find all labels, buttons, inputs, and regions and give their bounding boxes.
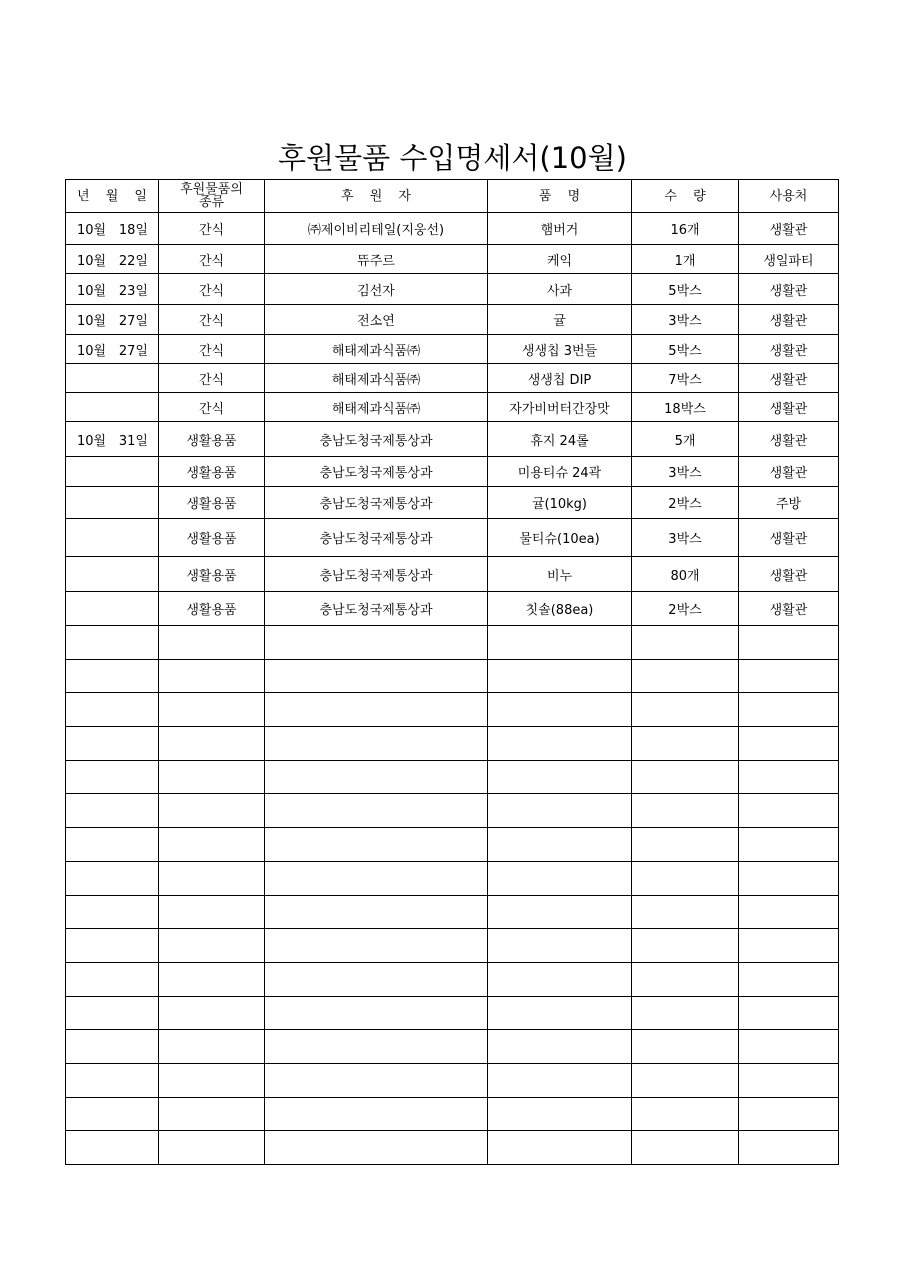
document-title: 후원물품 수입명세서(10월) [278,141,627,175]
cell-type: 간식 [159,274,265,305]
table-row [66,557,839,592]
empty-cell [66,1030,159,1064]
empty-cell [632,727,739,761]
table-row [66,335,839,364]
cell-qty: 2박스 [632,592,739,626]
cell-qty: 80개 [632,557,739,592]
cell-date [66,305,159,335]
empty-cell [488,1131,632,1165]
empty-cell [159,727,265,761]
empty-cell [66,1097,159,1131]
cell-qty: 7박스 [632,364,739,393]
header-qty: 수 량 [632,180,739,213]
empty-cell [739,1030,839,1064]
cell-item: 사과 [488,274,632,305]
empty-cell [488,1030,632,1064]
empty-row [66,1131,839,1165]
empty-cell [66,693,159,727]
empty-cell [488,693,632,727]
table-row [66,487,839,519]
header-type: 후원물품의 종류 [159,180,265,213]
cell-use: 생활관 [739,519,839,557]
cell-item: 물티슈(10ea) [488,519,632,557]
empty-cell [159,760,265,794]
cell-donor: 충남도청국제통상과 [265,557,488,592]
cell-date [66,592,159,626]
empty-row [66,794,839,828]
cell-use: 주방 [739,487,839,519]
table-row [66,422,839,457]
cell-item: 생생칩 DIP [488,364,632,393]
empty-cell [159,996,265,1030]
cell-qty: 5박스 [632,335,739,364]
empty-cell [739,895,839,929]
cell-type: 간식 [159,213,265,245]
table-row [66,213,839,245]
empty-cell [632,1097,739,1131]
empty-cell [159,895,265,929]
cell-day: 27일 [118,343,148,359]
empty-cell [159,659,265,693]
empty-row [66,996,839,1030]
empty-cell [265,895,488,929]
empty-cell [739,861,839,895]
cell-qty: 1개 [632,245,739,274]
empty-cell [66,1131,159,1165]
empty-cell [632,962,739,996]
cell-month: 10월 [77,314,107,329]
cell-day: 23일 [118,283,148,299]
cell-qty: 3박스 [632,457,739,487]
empty-row [66,659,839,693]
empty-cell [66,1063,159,1097]
cell-use: 생활관 [739,213,839,245]
cell-type: 생활용품 [159,519,265,557]
empty-cell [488,1063,632,1097]
cell-donor: 충남도청국제통상과 [265,457,488,487]
empty-cell [265,828,488,862]
empty-row [66,1097,839,1131]
empty-row [66,760,839,794]
empty-cell [632,828,739,862]
empty-cell [488,895,632,929]
cell-use: 생활관 [739,274,839,305]
cell-donor: 김선자 [265,274,488,305]
cell-donor: 해태제과식품㈜ [265,393,488,422]
empty-row [66,962,839,996]
empty-cell [739,1097,839,1131]
table-row [66,519,839,557]
cell-use: 생활관 [739,592,839,626]
cell-item: 생생칩 3번들 [488,335,632,364]
empty-cell [739,760,839,794]
empty-cell [488,962,632,996]
empty-cell [66,659,159,693]
empty-row [66,895,839,929]
empty-cell [739,727,839,761]
empty-row [66,626,839,660]
cell-date [66,393,159,422]
empty-cell [66,962,159,996]
cell-donor: 충남도청국제통상과 [265,422,488,457]
cell-month: 10월 [77,253,107,269]
empty-cell [488,626,632,660]
cell-item: 케익 [488,245,632,274]
cell-date [66,274,159,305]
empty-row [66,1063,839,1097]
cell-donor: 충남도청국제통상과 [265,592,488,626]
cell-qty: 2박스 [632,487,739,519]
empty-cell [632,626,739,660]
cell-item: 비누 [488,557,632,592]
cell-type: 간식 [159,305,265,335]
empty-cell [159,794,265,828]
empty-row [66,861,839,895]
cell-type: 간식 [159,335,265,364]
empty-row [66,929,839,963]
cell-day: 27일 [118,314,148,329]
cell-type: 생활용품 [159,422,265,457]
empty-cell [632,996,739,1030]
empty-cell [159,1097,265,1131]
table-row [66,305,839,335]
cell-donor: ㈜제이비리테일(지웅선) [265,213,488,245]
empty-cell [66,861,159,895]
header-donor: 후 원 자 [265,180,488,213]
table-row [66,364,839,393]
cell-qty: 5박스 [632,274,739,305]
cell-type: 간식 [159,364,265,393]
cell-use: 생활관 [739,335,839,364]
cell-item: 귤(10kg) [488,487,632,519]
cell-type: 생활용품 [159,487,265,519]
cell-item: 자가비버터간장맛 [488,393,632,422]
empty-cell [265,760,488,794]
cell-item: 칫솔(88ea) [488,592,632,626]
cell-date [66,364,159,393]
empty-cell [265,659,488,693]
cell-day: 18일 [118,223,148,238]
cell-donor: 전소연 [265,305,488,335]
cell-qty: 18박스 [632,393,739,422]
cell-date [66,457,159,487]
empty-cell [488,861,632,895]
empty-cell [159,1030,265,1064]
empty-cell [66,996,159,1030]
empty-cell [739,693,839,727]
cell-type: 간식 [159,393,265,422]
cell-month: 10월 [77,283,107,299]
cell-item: 귤 [488,305,632,335]
empty-cell [265,693,488,727]
empty-cell [66,794,159,828]
cell-use: 생활관 [739,557,839,592]
empty-cell [66,626,159,660]
cell-day: 31일 [118,433,148,449]
empty-cell [488,828,632,862]
empty-cell [632,1063,739,1097]
cell-use: 생일파티 [739,245,839,274]
header-use: 사용처 [739,180,839,213]
header-date: 년 월 일 [66,180,159,213]
empty-cell [488,929,632,963]
empty-cell [265,1063,488,1097]
table-row [66,245,839,274]
empty-cell [66,828,159,862]
cell-type: 간식 [159,245,265,274]
cell-item: 미용티슈 24곽 [488,457,632,487]
cell-type: 생활용품 [159,557,265,592]
donation-table [65,179,839,1165]
empty-row [66,828,839,862]
cell-date [66,487,159,519]
empty-cell [739,828,839,862]
table-row [66,274,839,305]
empty-cell [265,996,488,1030]
empty-cell [265,626,488,660]
cell-date [66,422,159,457]
cell-use: 생활관 [739,393,839,422]
empty-cell [632,861,739,895]
cell-donor: 뜌주르 [265,245,488,274]
empty-cell [488,727,632,761]
empty-cell [739,626,839,660]
cell-donor: 해태제과식품㈜ [265,364,488,393]
empty-cell [159,861,265,895]
empty-cell [739,794,839,828]
table-row [66,592,839,626]
empty-cell [632,794,739,828]
empty-cell [265,1030,488,1064]
empty-cell [159,828,265,862]
cell-month: 10월 [77,433,107,449]
cell-month: 10월 [77,223,107,238]
cell-qty: 16개 [632,213,739,245]
cell-use: 생활관 [739,457,839,487]
empty-cell [739,1063,839,1097]
empty-cell [159,929,265,963]
cell-date [66,245,159,274]
empty-cell [66,727,159,761]
empty-cell [159,962,265,996]
empty-cell [488,1097,632,1131]
empty-cell [159,1063,265,1097]
cell-donor: 해태제과식품㈜ [265,335,488,364]
empty-cell [632,895,739,929]
empty-cell [159,1131,265,1165]
table-row [66,457,839,487]
empty-cell [488,659,632,693]
empty-cell [265,962,488,996]
header-row [66,180,839,213]
empty-cell [488,996,632,1030]
cell-day: 22일 [118,253,148,269]
cell-qty: 3박스 [632,519,739,557]
cell-month: 10월 [77,343,107,359]
empty-cell [66,895,159,929]
cell-qty: 3박스 [632,305,739,335]
empty-cell [488,760,632,794]
cell-donor: 충남도청국제통상과 [265,487,488,519]
empty-cell [66,760,159,794]
cell-date [66,519,159,557]
empty-cell [265,794,488,828]
cell-item: 햄버거 [488,213,632,245]
empty-cell [265,1097,488,1131]
empty-row [66,693,839,727]
cell-use: 생활관 [739,422,839,457]
empty-cell [488,794,632,828]
table-row [66,393,839,422]
cell-date [66,335,159,364]
empty-cell [265,1131,488,1165]
empty-cell [739,1131,839,1165]
empty-cell [66,929,159,963]
empty-cell [632,659,739,693]
cell-type: 생활용품 [159,457,265,487]
empty-cell [159,626,265,660]
empty-cell [739,659,839,693]
empty-row [66,727,839,761]
empty-cell [632,929,739,963]
header-item: 품 명 [488,180,632,213]
empty-cell [265,861,488,895]
cell-donor: 충남도청국제통상과 [265,519,488,557]
empty-cell [632,693,739,727]
cell-date [66,213,159,245]
empty-cell [159,693,265,727]
cell-type: 생활용품 [159,592,265,626]
empty-cell [632,1131,739,1165]
empty-cell [265,929,488,963]
empty-cell [632,1030,739,1064]
cell-use: 생활관 [739,364,839,393]
cell-use: 생활관 [739,305,839,335]
empty-cell [632,760,739,794]
cell-date [66,557,159,592]
empty-cell [739,962,839,996]
empty-cell [739,929,839,963]
cell-item: 휴지 24롤 [488,422,632,457]
empty-cell [739,996,839,1030]
empty-row [66,1030,839,1064]
cell-qty: 5개 [632,422,739,457]
empty-cell [265,727,488,761]
